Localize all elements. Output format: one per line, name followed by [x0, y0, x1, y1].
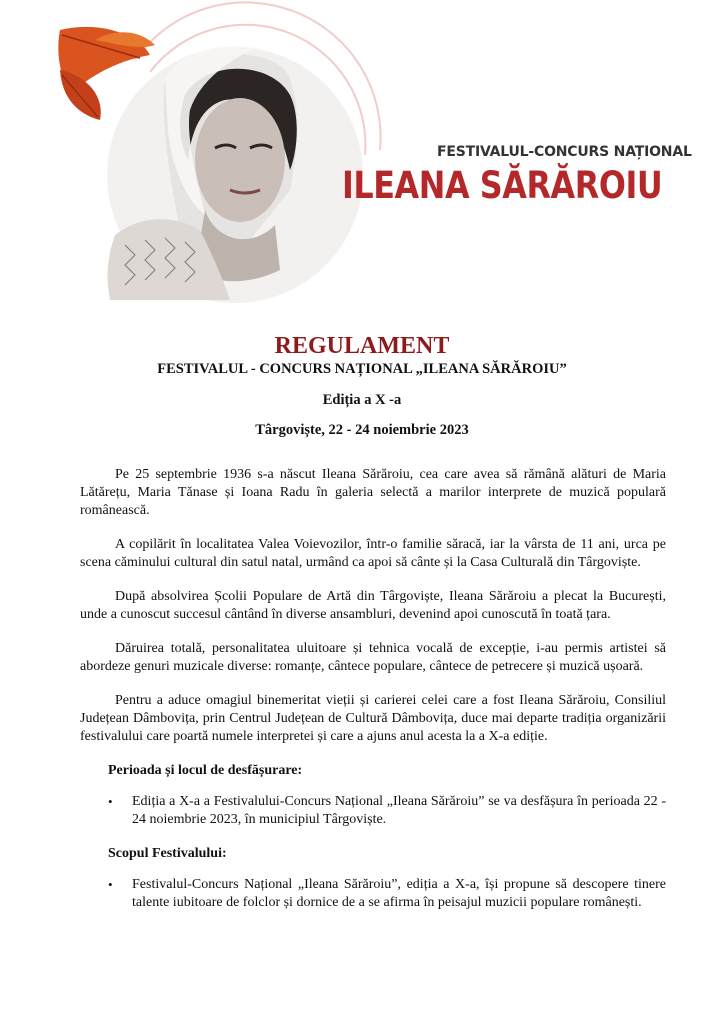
document-body: [80, 466, 666, 928]
paragraph-artistry: Dăruirea totală, personalitatea uluitoare și tehnica vocală de excepție, i-au permis artistei să abordeze genuri muzicale diverse: romanțe, cântece populare, cântece de petrecere și muzică ușoară.: [80, 641, 666, 674]
bullet-text-purpose: Festivalul-Concurs Național „Ileana Sărăroiu”, ediția a X-a, își propune să descopere tinere talente iubitoare de folclor și dornice de a se afirma în peisajul muzicii populare românești.: [132, 877, 666, 910]
document-title: REGULAMENT: [274, 333, 450, 359]
bullet-text-period: Ediția a X-a a Festivalului-Concurs Național „Ileana Sărăroiu” se va desfășura în perioada 22 - 24 noiembrie 2023, în municipiul Târgoviște.: [132, 794, 666, 827]
festival-name-logo: ILEANA SĂRĂROIU: [342, 164, 663, 207]
festival-subtitle-logo: FESTIVALUL-CONCURS NAȚIONAL: [437, 144, 692, 160]
bullet-icon: •: [108, 877, 113, 892]
portrait-photo: [107, 47, 363, 303]
paragraph-birth: Pe 25 septembrie 1936 s-a născut Ileana Sărăroiu, cea care avea să rămână alături de Maria Lătărețu, Maria Tănase și Ioana Radu în galeria selectă a marilor interprete de muzică populară românească.: [80, 467, 666, 518]
document-subtitle: FESTIVALUL - CONCURS NAȚIONAL „ILEANA SĂRĂROIU”: [157, 361, 567, 377]
bullet-item-period: [108, 793, 666, 829]
festival-header: [0, 0, 724, 320]
paragraph-tribute: Pentru a aduce omagiul binemeritat vieții și carierei celei care a fost Ileana Sărăroiu, Consiliul Județean Dâmbovița, prin Centrul Județean de Cultură Dâmbovița, duce mai departe tradiția organizării festivalului care poartă numele interpretei și care a ajuns anul acesta la a X-a ediție.: [80, 693, 666, 744]
header-artwork: [0, 0, 724, 320]
edition-label: Ediția a X -a: [322, 392, 402, 408]
bullet-icon: •: [108, 794, 113, 809]
place-date-label: Târgoviște, 22 - 24 noiembrie 2023: [255, 422, 469, 438]
section-heading-period: Perioada și locul de desfășurare:: [108, 763, 303, 778]
bullet-item-purpose: [108, 876, 666, 912]
paragraph-career: După absolvirea Școlii Populare de Artă din Târgoviște, Ileana Sărăroiu a plecat la București, unde a cunoscut succesul cântând în diverse ansambluri, devenind apoi cunoscută în toată țara.: [80, 589, 666, 622]
paragraph-childhood: A copilărit în localitatea Valea Voievozilor, într-o familie săracă, iar la vârsta de 11 ani, urca pe scena căminului cultural din satul natal, urmând ca apoi să cânte și la Casa Culturală din Târgoviște.: [80, 537, 666, 570]
section-heading-purpose: Scopul Festivalului:: [108, 846, 227, 861]
title-block: [0, 332, 724, 439]
